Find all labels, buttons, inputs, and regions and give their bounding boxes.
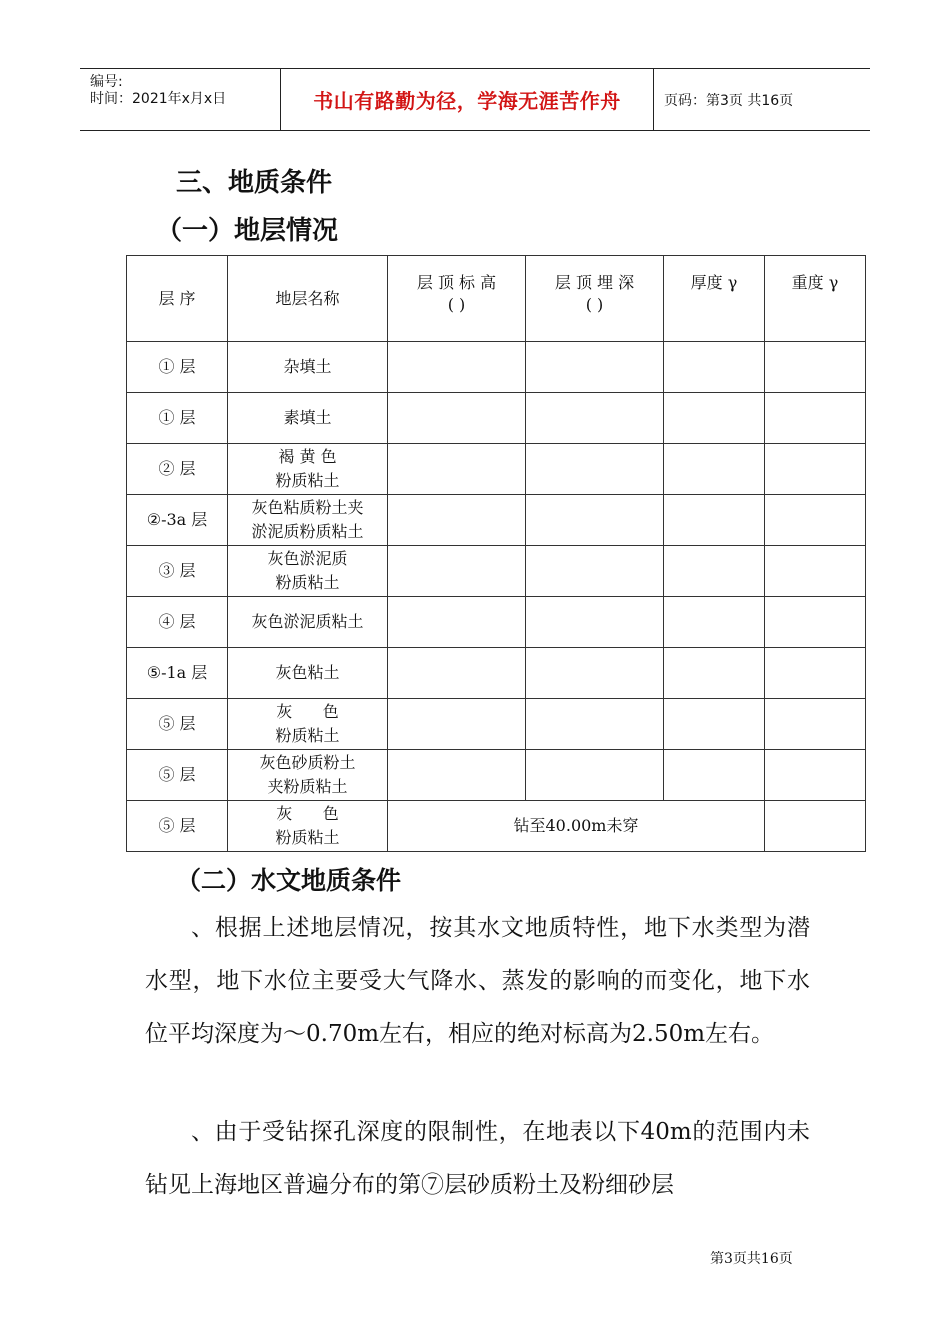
header-thickness: 厚度 γ [664,256,765,342]
layer-name-line: 夹粉质粘土 [267,777,348,796]
layer-name-cell [228,444,388,495]
table-row [127,342,866,393]
layer-name-line: 灰色淤泥质粘土 [251,612,364,631]
depth-cell [526,342,664,393]
layer-name-cell [228,597,388,648]
layer-name-line: 杂填土 [283,357,332,376]
paragraph-borehole-limit: 、由于受钻探孔深度的限制性，在地表以下40m的范围内未钻见上海地区普遍分布的第⑦层砂质粉土及粉细砂层 [145,1119,810,1198]
header-top-depth-unit: ( ) [585,295,604,314]
layer-cell: ③ 层 [127,546,228,597]
elevation-cell [388,393,526,444]
paragraph-groundwater: 、根据上述地层情况，按其水文地质特性，地下水类型为潜水型，地下水位主要受大气降水、蒸发的影响的而变化，地下水位平均深度为～0.70m左右，相应的绝对标高为2.50m左右。 [145,915,810,1047]
thickness-cell [664,342,765,393]
table-row [127,699,866,750]
weight-cell [765,393,866,444]
elevation-cell [388,648,526,699]
elevation-cell [388,699,526,750]
thickness-cell [664,648,765,699]
depth-cell [526,495,664,546]
document-number-label: 编号: [90,74,123,90]
table-row [127,393,866,444]
header-top-elevation [388,256,526,342]
table-row [127,444,866,495]
table-row [127,597,866,648]
subsection-title-hydrogeology: （二）水文地质条件 [176,866,402,895]
header-weight: 重度 γ [765,256,866,342]
elevation-cell [388,597,526,648]
header-top-depth-label: 层 顶 埋 深 [554,273,635,292]
header-top-elevation-label: 层 顶 标 高 [416,273,497,292]
table-row [127,801,866,852]
layer-name-line: 粉质粘土 [275,471,340,490]
drilling-note-cell: 钻至40.00m未穿 [388,801,765,852]
layer-name-line: 灰色砂质粉土 [259,753,356,772]
layer-name-cell [228,699,388,750]
table-row [127,546,866,597]
layer-name-line: 灰色粘土 [275,663,340,682]
page-footer: 第3页共16页 [710,1251,793,1267]
thickness-cell [664,546,765,597]
weight-cell [765,597,866,648]
subsection-title-strata: （一）地层情况 [156,216,339,246]
weight-cell [765,495,866,546]
layer-cell: ① 层 [127,342,228,393]
strata-table [126,255,866,852]
layer-name-cell [228,750,388,801]
thickness-cell [664,597,765,648]
layer-cell: ① 层 [127,393,228,444]
section-title: 三、地质条件 [176,168,333,198]
layer-name-line: 灰 色 [276,702,339,721]
thickness-cell [664,495,765,546]
depth-cell [526,648,664,699]
header-motto-cell [281,69,654,130]
page-header [80,68,870,131]
layer-cell: ⑤ 层 [127,699,228,750]
header-top-elevation-unit: ( ) [447,295,466,314]
header-layer-order: 层 序 [127,256,228,342]
layer-name-line: 褐 黄 色 [278,447,337,466]
weight-cell [765,801,866,852]
elevation-cell [388,495,526,546]
weight-cell [765,342,866,393]
depth-cell [526,699,664,750]
depth-cell [526,750,664,801]
layer-name-cell [228,648,388,699]
depth-cell [526,597,664,648]
table-row [127,750,866,801]
layer-name-cell [228,393,388,444]
header-page-info: 页码：第3页 共16页 [664,92,794,109]
layer-name-line: 粉质粘土 [275,726,340,745]
layer-cell: ②-3a 层 [127,495,228,546]
weight-cell [765,699,866,750]
layer-name-cell [228,342,388,393]
layer-name-cell [228,495,388,546]
layer-name-cell [228,801,388,852]
layer-cell: ② 层 [127,444,228,495]
layer-cell: ④ 层 [127,597,228,648]
table-header-row [127,256,866,342]
layer-cell: ⑤ 层 [127,801,228,852]
layer-name-line: 灰 色 [276,804,339,823]
weight-cell [765,444,866,495]
elevation-cell [388,546,526,597]
weight-cell [765,546,866,597]
table-row [127,648,866,699]
thickness-cell [664,699,765,750]
layer-name-line: 淤泥质粉质粘土 [251,522,364,541]
thickness-cell [664,444,765,495]
document-time: 时间：2021年x月x日 [90,91,227,107]
thickness-cell [664,393,765,444]
layer-name-cell [228,546,388,597]
depth-cell [526,546,664,597]
layer-cell: ⑤-1a 层 [127,648,228,699]
header-meta [80,69,281,130]
elevation-cell [388,750,526,801]
layer-cell: ⑤ 层 [127,750,228,801]
elevation-cell [388,342,526,393]
table-row [127,495,866,546]
thickness-cell [664,750,765,801]
layer-name-line: 素填土 [283,408,332,427]
header-top-depth [526,256,664,342]
elevation-cell [388,444,526,495]
depth-cell [526,444,664,495]
layer-name-line: 粉质粘土 [275,573,340,592]
layer-name-line: 灰色淤泥质 [267,549,348,568]
depth-cell [526,393,664,444]
layer-name-line: 粉质粘土 [275,828,340,847]
weight-cell [765,750,866,801]
layer-name-line: 灰色粘质粉土夹 [251,498,364,517]
header-motto: 书山有路勤为径，学海无涯苦作舟 [313,89,621,113]
header-layer-name: 地层名称 [228,256,388,342]
weight-cell [765,648,866,699]
